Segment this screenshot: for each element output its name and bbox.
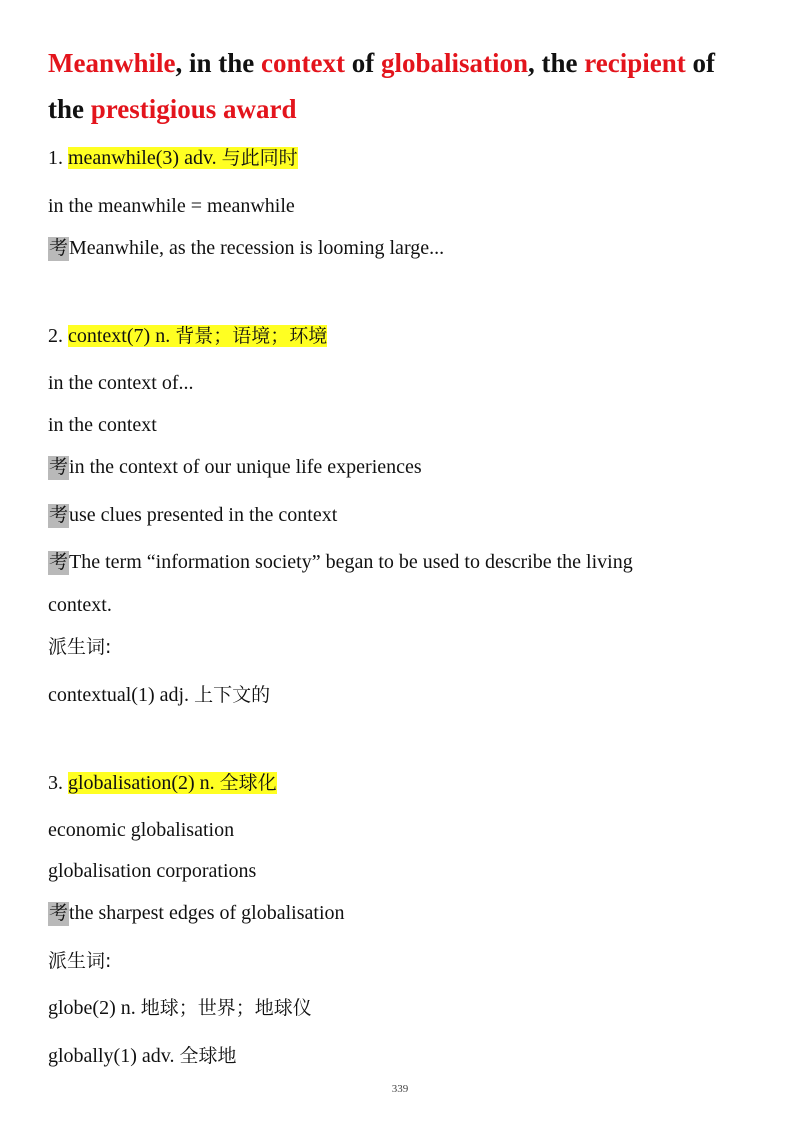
derived-word-term: globally(1) adv.: [48, 1045, 175, 1067]
example-text: use clues presented in the context: [69, 504, 338, 526]
derived-word-meaning: 全球地: [179, 1045, 237, 1067]
entry-headword: globalisation(2) n.: [68, 772, 215, 794]
entry-heading: [48, 771, 277, 795]
entry-headword-highlight: [68, 772, 277, 794]
title-keyword: Meanwhile: [48, 48, 176, 78]
title-text: , the: [528, 48, 585, 78]
entry-number: 3.: [48, 772, 63, 794]
example-continuation: context.: [48, 594, 112, 616]
derived-words-label: 派生词:: [48, 636, 112, 658]
derived-words-label: 派生词:: [48, 950, 112, 972]
derived-word: [48, 683, 270, 707]
title-keyword: context: [261, 48, 345, 78]
exam-mark-badge: 考: [49, 237, 69, 259]
entry-heading: [48, 324, 327, 348]
title-text: of: [685, 48, 716, 78]
derived-word: [48, 1044, 236, 1068]
phrase-line: in the meanwhile = meanwhile: [48, 195, 295, 217]
title-text: , in the: [175, 48, 262, 78]
derived-word-term: globe(2) n.: [48, 997, 136, 1019]
derived-word-term: contextual(1) adj.: [48, 684, 190, 706]
exam-mark-badge: 考: [49, 456, 69, 478]
title-keyword: recipient: [584, 48, 686, 78]
example-text: Meanwhile, as the recession is looming large...: [69, 237, 445, 259]
exam-mark-badge: 考: [49, 551, 69, 573]
example-line: [48, 455, 422, 480]
title-keyword: globalisation: [380, 48, 529, 78]
example-text: The term “information society” began to be used to describe the living: [69, 551, 633, 573]
phrase-line: globalisation corporations: [48, 860, 257, 882]
entry-headword: context(7) n.: [68, 325, 171, 347]
entry-number: 1.: [48, 147, 63, 169]
entry-headword-highlight: [68, 147, 298, 169]
example-line: [48, 503, 337, 528]
exam-mark-badge: 考: [49, 902, 69, 924]
example-text: the sharpest edges of globalisation: [69, 902, 345, 924]
phrase-line: in the context: [48, 414, 157, 436]
entry-headword-highlight: [68, 325, 327, 347]
exam-mark-badge: 考: [49, 504, 69, 526]
example-line: [48, 236, 444, 261]
entry-meaning: 与此同时: [221, 147, 298, 169]
title-text: the: [48, 94, 91, 124]
entry-heading: [48, 146, 298, 170]
page-number: 339: [391, 1083, 409, 1095]
derived-word: [48, 996, 312, 1020]
page-title-line-1: [48, 47, 715, 79]
entry-meaning: 背景；语境；环境: [175, 325, 328, 347]
entry-meaning: 全球化: [219, 772, 277, 794]
example-line: [48, 550, 633, 575]
page-title-line-2: [48, 93, 297, 125]
phrase-line: economic globalisation: [48, 819, 235, 841]
example-line: [48, 901, 345, 926]
title-text: of: [344, 48, 381, 78]
title-keyword: prestigious award: [90, 94, 297, 124]
entry-headword: meanwhile(3) adv.: [68, 147, 217, 169]
example-text: in the context of our unique life experiences: [69, 456, 422, 478]
derived-word-meaning: 上下文的: [194, 684, 271, 706]
entry-number: 2.: [48, 325, 63, 347]
phrase-line: in the context of...: [48, 372, 194, 394]
derived-word-meaning: 地球；世界；地球仪: [140, 997, 312, 1019]
